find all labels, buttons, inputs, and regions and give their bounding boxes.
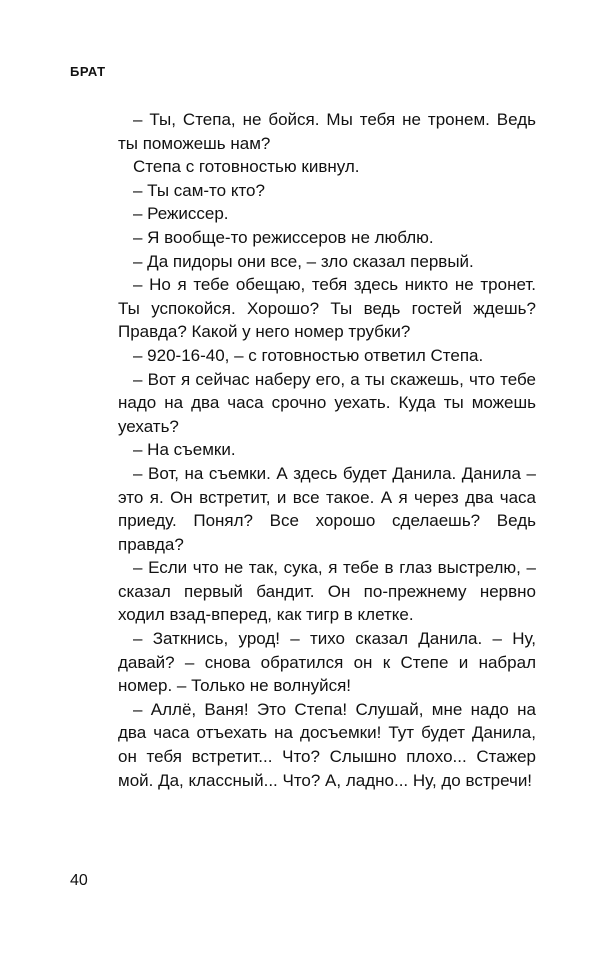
body-text [118,108,536,792]
paragraph: Степа с готовностью кивнул. [133,157,360,177]
paragraph: – Аллё, Ваня! Это Степа! Слушай, мне надо на два часа отъехать на досъемки! Тут будет Данила, он тебя встретит... Что? Слышно плохо... Стажер мой. Да, классный... Что? А, ладно... Ну, до встречи! [118,699,536,790]
paragraph: – Да пидоры они все, – зло сказал первый. [133,251,474,271]
paragraph: – Ты сам-то кто? [133,180,265,200]
paragraph: – Вот, на съемки. А здесь будет Данила. Данила – это я. Он встретит, и все такое. А я через два часа приеду. Понял? Все хорошо сделаешь? Ведь правда? [118,463,536,554]
paragraph: – Ты, Степа, не бойся. Мы тебя не тронем. Ведь ты поможешь нам? [118,110,536,153]
paragraph: – На съемки. [133,440,236,460]
running-title: БРАТ [70,64,106,79]
paragraph: – Но я тебе обещаю, тебя здесь никто не тронет. Ты успокойся. Хорошо? Ты ведь гостей ждешь? Правда? Какой у него номер трубки? [118,275,536,342]
paragraph: – Заткнись, урод! – тихо сказал Данила. – Ну, давай? – снова обратился он к Степе и набрал номер. – Только не волнуйся! [118,629,536,696]
paragraph: – Режиссер. [133,204,229,224]
paragraph: – Я вообще-то режиссеров не люблю. [133,227,434,247]
page-number: 40 [70,872,88,889]
paragraph: – Вот я сейчас наберу его, а ты скажешь, что тебе надо на два часа срочно уехать. Куда ты можешь уехать? [118,369,536,436]
paragraph: – 920-16-40, – с готовностью ответил Степа. [133,345,484,365]
paragraph: – Если что не так, сука, я тебе в глаз выстрелю, – сказал первый бандит. Он по-прежнему нервно ходил взад-вперед, как тигр в клетке. [118,558,536,625]
